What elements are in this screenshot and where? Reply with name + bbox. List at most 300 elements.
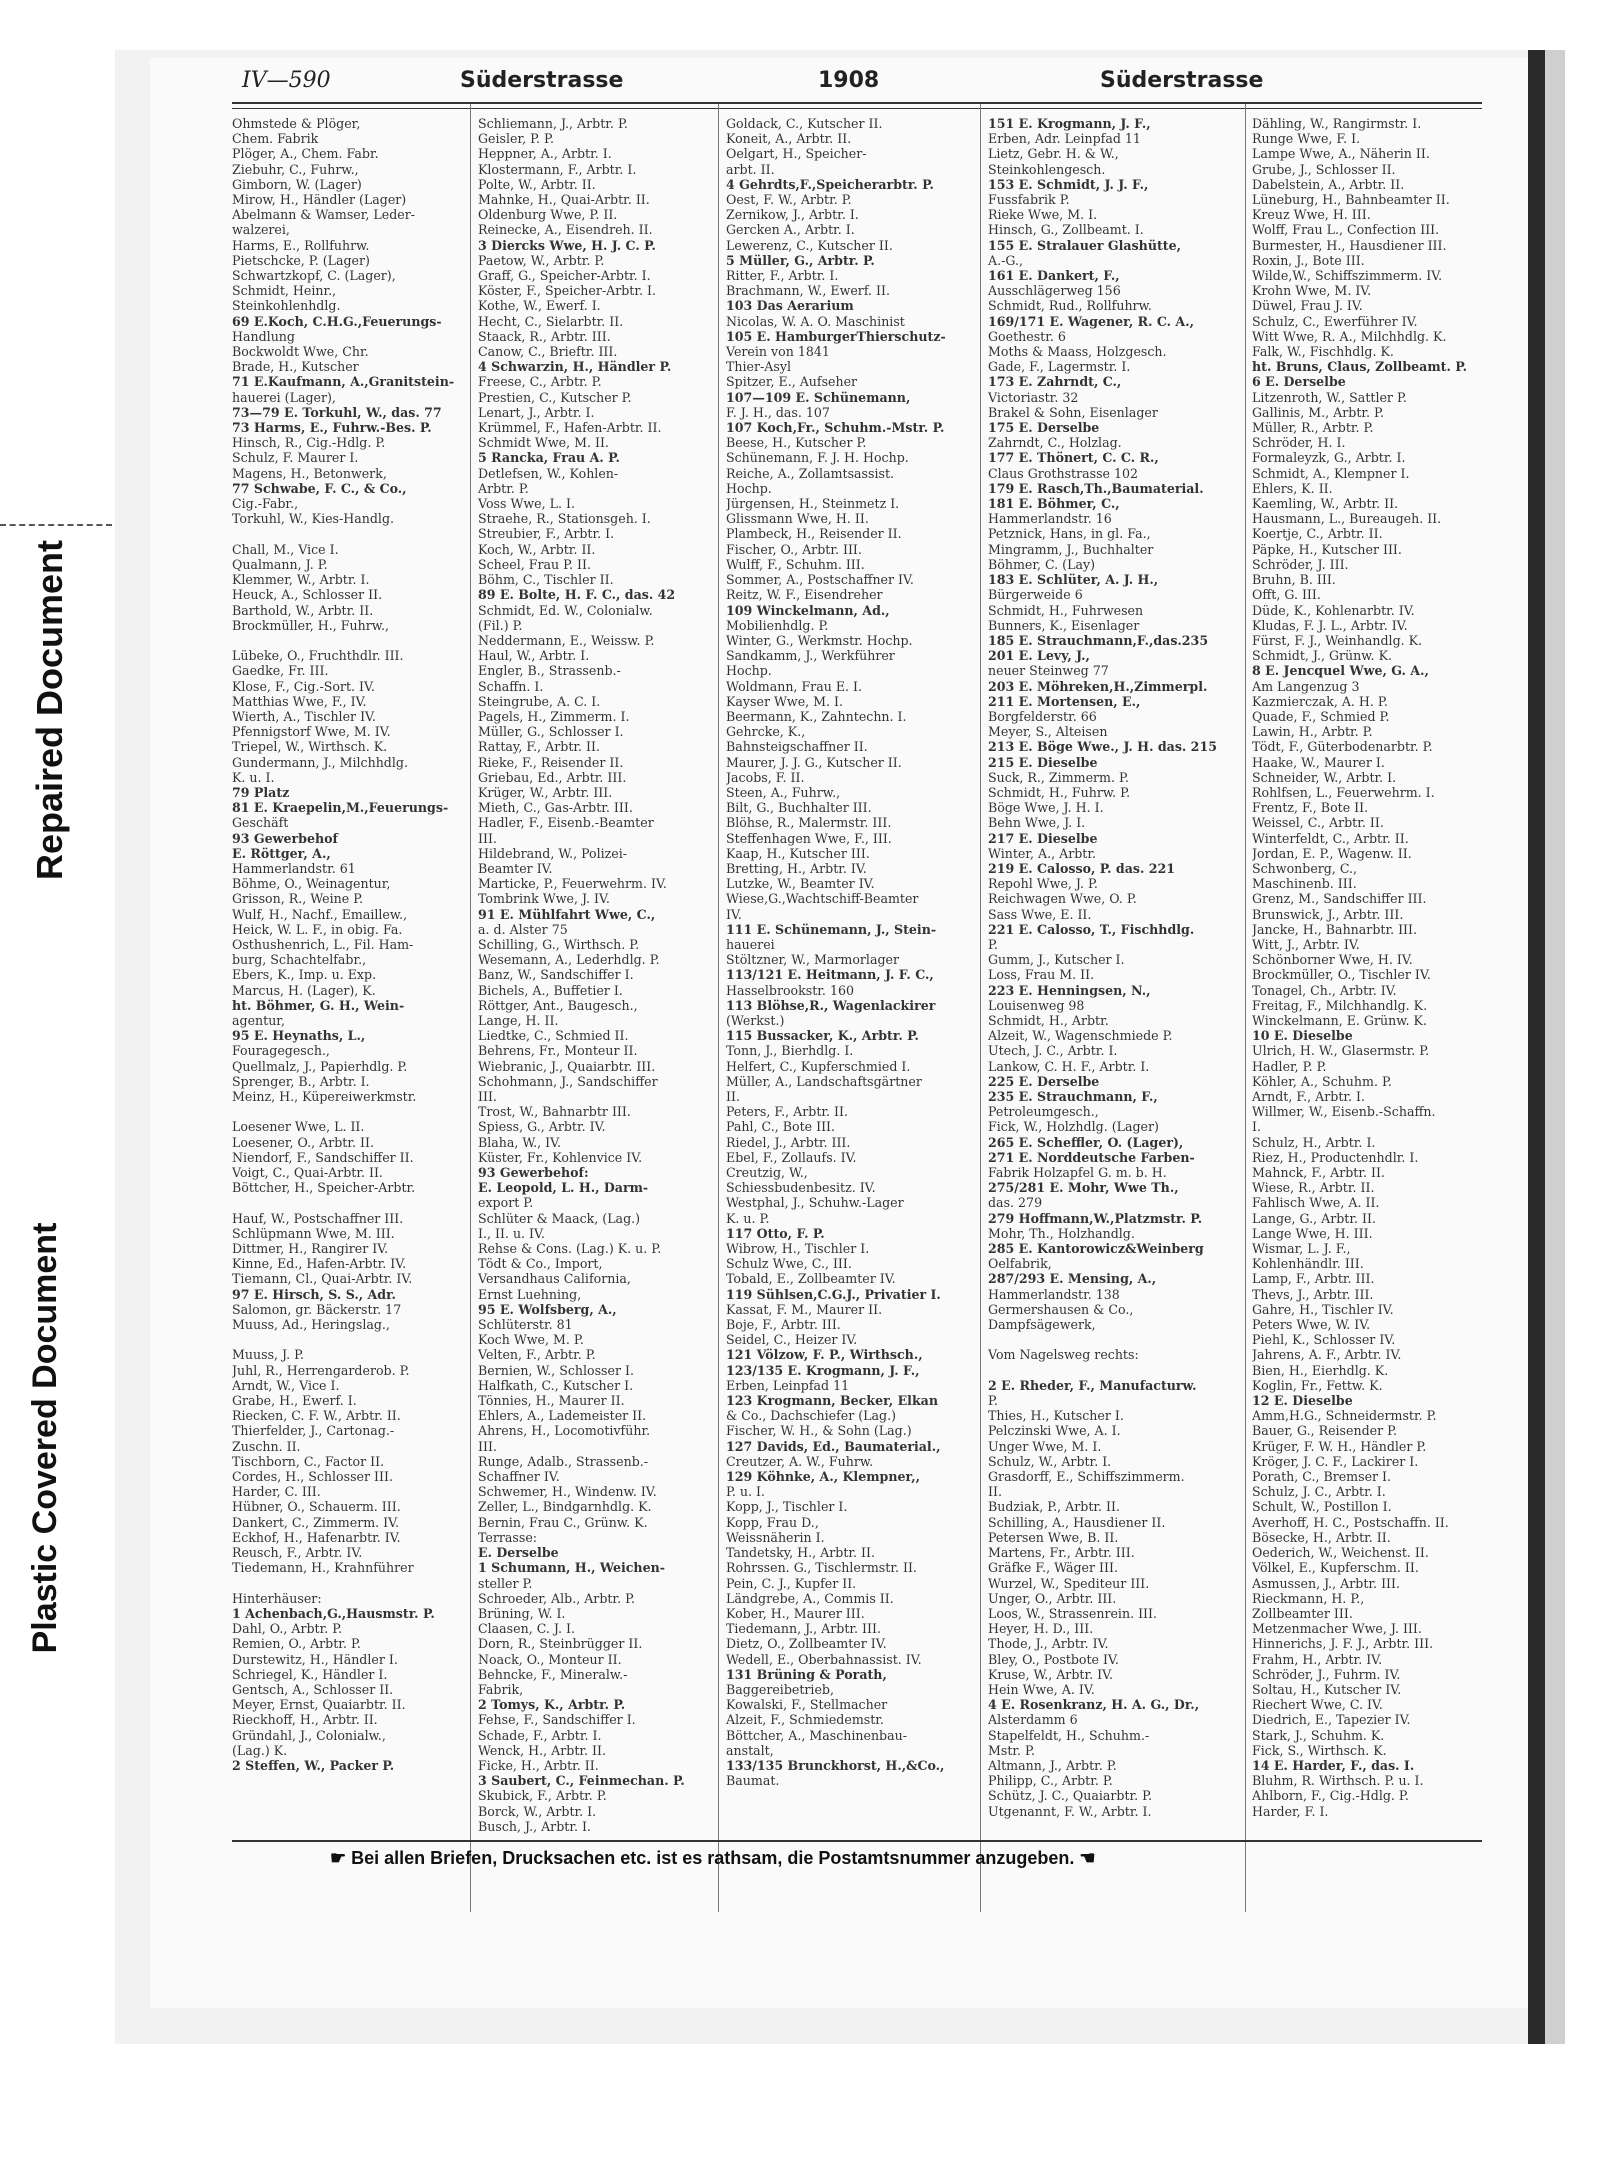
directory-entry: Behncke, F., Mineralw.- xyxy=(478,1666,628,1682)
directory-entry: 183 E. Schlüter, A. J. H., xyxy=(988,572,1159,588)
directory-entry: Am Langenzug 3 xyxy=(1252,678,1360,694)
directory-entry: Schlüpmann Wwe, M. III. xyxy=(232,1225,395,1241)
directory-entry: Banz, W., Sandschiffer I. xyxy=(478,967,634,983)
directory-entry: Kassat, F. M., Maurer II. xyxy=(726,1301,883,1317)
directory-entry: 73—79 E. Torkuhl, W., das. 77 xyxy=(232,404,442,420)
directory-entry: Koch Wwe, M. P. xyxy=(478,1332,584,1348)
directory-entry: Loos, W., Strassenrein. III. xyxy=(988,1605,1157,1621)
directory-entry: 179 E. Rasch,Th.,Baumaterial. xyxy=(988,480,1204,496)
directory-entry: Schlüterstr. 81 xyxy=(478,1317,573,1333)
directory-entry: 123 Krogmann, Becker, Elkan xyxy=(726,1393,939,1409)
directory-entry: Schröder, H. I. xyxy=(1252,435,1346,451)
directory-entry: Tiedemann, H., Krahnführer xyxy=(232,1560,414,1576)
directory-entry: Alsterdamm 6 xyxy=(988,1712,1078,1728)
directory-entry: Baumat. xyxy=(726,1773,780,1789)
directory-entry: Hochp. xyxy=(726,480,772,496)
directory-entry: Fick, W., Holzhdlg. (Lager) xyxy=(988,1119,1159,1135)
directory-entry: Jahrens, A. F., Arbtr. IV. xyxy=(1252,1347,1402,1363)
pointing-hand-icon: ☛ xyxy=(330,1848,352,1868)
directory-entry: Hecht, C., Sielarbtr. II. xyxy=(478,313,624,329)
directory-entry: Wiese, R., Arbtr. II. xyxy=(1252,1180,1375,1196)
directory-entry: Claasen, C. J. I. xyxy=(478,1621,575,1637)
directory-entry: Bluhm, R. Wirthsch. P. u. I. xyxy=(1252,1773,1424,1789)
directory-entry: Eckhof, H., Hafenarbtr. IV. xyxy=(232,1529,401,1545)
directory-entry: Grabe, H., Ewerf. I. xyxy=(232,1393,357,1409)
directory-entry xyxy=(988,1332,1228,1347)
directory-entry: Reusch, F., Arbtr. IV. xyxy=(232,1545,363,1561)
directory-entry: Steinkohlengesch. xyxy=(988,161,1106,177)
directory-entry: Stark, J., Schuhm. K. xyxy=(1252,1727,1385,1743)
directory-entry: 213 E. Böge Wwe., J. H. das. 215 xyxy=(988,739,1217,755)
directory-entry: Bunners, K., Eisenlager xyxy=(988,617,1140,633)
directory-entry: Oelfabrik, xyxy=(988,1256,1052,1272)
directory-entry: Geisler, P. P. xyxy=(478,131,554,147)
directory-entry: Müller, G., Schlosser I. xyxy=(478,724,624,740)
directory-entry: Polte, W., Arbtr. II. xyxy=(478,176,596,192)
directory-entry: Hinsch, G., Zollbeamt. I. xyxy=(988,222,1144,238)
directory-entry: Ebers, K., Imp. u. Exp. xyxy=(232,967,377,983)
directory-entry: Brade, H., Kutscher xyxy=(232,359,359,375)
directory-entry: Krüger, W., Arbtr. III. xyxy=(478,784,613,800)
directory-entry: Pelczinski Wwe, A. I. xyxy=(988,1423,1121,1439)
directory-entry: Roxin, J., Bote III. xyxy=(1252,252,1365,268)
directory-entry: Brachmann, W., Ewerf. II. xyxy=(726,283,890,299)
directory-entry: Schaffner IV. xyxy=(478,1469,560,1485)
directory-entry: Unger Wwe, M. I. xyxy=(988,1438,1102,1454)
directory-entry: Blaha, W., IV. xyxy=(478,1134,562,1150)
directory-entry: Hausmann, L., Bureaugeh. II. xyxy=(1252,511,1442,527)
directory-entry: Bockwoldt Wwe, Chr. xyxy=(232,344,369,360)
directory-entry: 10 E. Dieselbe xyxy=(1252,1028,1353,1044)
directory-entry: Petersen Wwe, B. II. xyxy=(988,1529,1119,1545)
directory-entry: Harder, C. III. xyxy=(232,1484,321,1500)
directory-entry: Petznick, Hans, in gl. Fa., xyxy=(988,526,1151,542)
directory-entry: 119 Sühlsen,C.G.J., Privatier I. xyxy=(726,1286,941,1302)
directory-entry: Wismar, L. J. F., xyxy=(1252,1241,1351,1257)
directory-entry: Ausschlägerweg 156 xyxy=(988,283,1121,299)
directory-entry: Thode, J., Arbtr. IV. xyxy=(988,1636,1109,1652)
directory-entry: Bösecke, H., Arbtr. II. xyxy=(1252,1529,1391,1545)
directory-entry: Hildebrand, W., Polizei- xyxy=(478,845,628,861)
directory-entry: Krümmel, F., Hafen-Arbtr. II. xyxy=(478,420,662,436)
directory-entry: Krüger, F. W. H., Händler P. xyxy=(1252,1438,1427,1454)
directory-entry: Fischer, W. H., & Sohn (Lag.) xyxy=(726,1423,912,1439)
directory-entry: Loesener Wwe, L. II. xyxy=(232,1119,365,1135)
directory-entry: Geschäft xyxy=(232,815,289,831)
directory-entry: Schlüter & Maack, (Lag.) xyxy=(478,1210,641,1226)
directory-entry: Koch, W., Arbtr. II. xyxy=(478,541,596,557)
directory-entry: Fouragegesch., xyxy=(232,1043,330,1059)
directory-entry: Scheel, Frau P. II. xyxy=(478,556,591,572)
directory-entry: Kazmierczak, A. H. P. xyxy=(1252,693,1388,709)
directory-entry: Schilling, G., Wirthsch. P. xyxy=(478,936,640,952)
directory-entry: 8 E. Jencquel Wwe, G. A., xyxy=(1252,663,1429,679)
directory-entry: Plambeck, H., Reisender II. xyxy=(726,526,902,542)
directory-entry: Kröger, J. C. F., Lackirer I. xyxy=(1252,1453,1419,1469)
directory-entry: agentur, xyxy=(232,1012,285,1028)
directory-entry: Philipp, C., Arbtr. P. xyxy=(988,1773,1113,1789)
directory-entry: Bürgerweide 6 xyxy=(988,587,1083,603)
directory-entry: Nicolas, W. A. O. Maschinist xyxy=(726,313,905,329)
directory-entry: Schroeder, Alb., Arbtr. P. xyxy=(478,1590,636,1606)
directory-entry: ht. Böhmer, G. H., Wein- xyxy=(232,997,405,1013)
directory-entry: Bilt, G., Buchhalter III. xyxy=(726,800,872,816)
directory-entry: 127 Davids, Ed., Baumaterial., xyxy=(726,1438,941,1454)
directory-entry: 271 E. Norddeutsche Farben- xyxy=(988,1149,1195,1165)
directory-entry: Gehrcke, K., xyxy=(726,724,806,740)
directory-entry: Thevs, J., Arbtr. III. xyxy=(1252,1286,1374,1302)
directory-entry: Frentz, F., Bote II. xyxy=(1252,800,1369,816)
directory-entry: Ritter, F., Arbtr. I. xyxy=(726,268,839,284)
directory-entry: Tiemann, Cl., Quai-Arbtr. IV. xyxy=(232,1271,413,1287)
directory-entry: Wibrow, H., Tischler I. xyxy=(726,1241,870,1257)
directory-entry: Prestien, C., Kutscher P. xyxy=(478,389,632,405)
directory-entry: Westphal, J., Schuhw.-Lager xyxy=(726,1195,904,1211)
directory-entry: Mingramm, J., Buchhalter xyxy=(988,541,1154,557)
directory-entry: Gimborn, W. (Lager) xyxy=(232,176,362,192)
directory-entry: 93 Gewerbehof: xyxy=(478,1165,589,1181)
repaired-document-label: Repaired Document xyxy=(29,539,70,881)
directory-entry: Lankow, C. H. F., Arbtr. I. xyxy=(988,1058,1150,1074)
directory-entry: Päpke, H., Kutscher III. xyxy=(1252,541,1402,557)
directory-entry: Quellmalz, J., Papierhdlg. P. xyxy=(232,1058,408,1074)
directory-entry: Schulz, H., Arbtr. I. xyxy=(1252,1134,1376,1150)
directory-entry: K. u. P. xyxy=(726,1210,770,1226)
header-year: 1908 xyxy=(818,68,880,93)
directory-entry: Rieckmann, H. P., xyxy=(1252,1590,1365,1606)
directory-entry: Schwartzkopf, C. (Lager), xyxy=(232,268,396,284)
directory-entry: 113 Blöhse,R., Wagenlackirer xyxy=(726,997,936,1013)
directory-entry: Gaedke, Fr. III. xyxy=(232,663,329,679)
directory-entry: Zahrndt, C., Holzlag. xyxy=(988,435,1122,451)
directory-entry: Schohmann, J., Sandschiffer xyxy=(478,1073,658,1089)
directory-entry: Altmann, J., Arbtr. P. xyxy=(988,1757,1117,1773)
directory-entry: 89 E. Bolte, H. F. C., das. 42 xyxy=(478,587,676,603)
directory-entry: Handlung xyxy=(232,328,295,344)
directory-entry: Schmidt, A., Klempner I. xyxy=(1252,465,1410,481)
footer-rule xyxy=(232,1840,1482,1842)
directory-entry: Willmer, W., Eisenb.-Schaffn. xyxy=(1252,1104,1436,1120)
directory-entry: Böhmer, C. (Lay) xyxy=(988,556,1095,572)
directory-entry: das. 279 xyxy=(988,1195,1043,1211)
header-rule-thin xyxy=(232,108,1482,109)
directory-entry: 93 Gewerbehof xyxy=(232,830,338,846)
directory-entry: Brockmüller, O., Tischler IV. xyxy=(1252,967,1431,983)
directory-entry: Tobald, E., Zollbeamter IV. xyxy=(726,1271,896,1287)
directory-entry: Bernin, Frau C., Grünw. K. xyxy=(478,1514,648,1530)
directory-entry: Stapelfeldt, H., Schuhm.- xyxy=(988,1727,1150,1743)
directory-entry xyxy=(988,1363,1228,1378)
directory-entry: Düde, K., Kohlenarbtr. IV. xyxy=(1252,602,1415,618)
directory-entry: Lange, H. II. xyxy=(478,1012,559,1028)
directory-entry: Bahnsteigschaffner II. xyxy=(726,739,868,755)
directory-entry: III. xyxy=(478,830,497,846)
directory-entry: Wiebranic, J., Quaiarbtr. III. xyxy=(478,1058,656,1074)
directory-entry: Jacobs, F. II. xyxy=(726,769,805,785)
directory-entry: Weissel, C., Arbtr. II. xyxy=(1252,815,1384,831)
directory-entry: export P. xyxy=(478,1195,534,1211)
directory-entry: 219 E. Calosso, P. das. 221 xyxy=(988,860,1176,876)
directory-entry: Heyer, H. D., III. xyxy=(988,1621,1094,1637)
directory-entry: Riedel, J., Arbtr. III. xyxy=(726,1134,851,1150)
directory-entry: Ebel, F., Zollaufs. IV. xyxy=(726,1149,857,1165)
column-divider xyxy=(1245,104,1246,1912)
header-rule xyxy=(232,102,1482,104)
directory-entry: 4 Schwarzin, H., Händler P. xyxy=(478,359,672,375)
directory-entry: Niendorf, F., Sandschiffer II. xyxy=(232,1149,414,1165)
directory-entry: Thies, H., Kutscher I. xyxy=(988,1408,1124,1424)
directory-entry: 221 E. Calosso, T., Fischhdlg. xyxy=(988,921,1195,937)
directory-entry: Schmidt, Ed. W., Colonialw. xyxy=(478,602,653,618)
directory-entry: Chem. Fabrik xyxy=(232,131,319,147)
directory-entry: Düwel, Frau J. IV. xyxy=(1252,298,1363,314)
directory-entry: Ahrens, H., Locomotivführ. xyxy=(478,1423,651,1439)
directory-entry: Arbtr. P. xyxy=(478,480,529,496)
directory-entry: (Werkst.) xyxy=(726,1012,785,1028)
directory-entry: Detlefsen, W., Kohlen- xyxy=(478,465,619,481)
directory-entry: Unger, O., Arbtr. III. xyxy=(988,1590,1117,1606)
directory-entry: Völkel, E., Kupferschm. II. xyxy=(1252,1560,1419,1576)
directory-entry: Böge Wwe, J. H. I. xyxy=(988,800,1104,816)
directory-entry: Schmidt, Rud., Rollfuhrw. xyxy=(988,298,1152,314)
directory-entry: Müller, A., Landschaftsgärtner xyxy=(726,1073,922,1089)
directory-entry: Victoriastr. 32 xyxy=(988,389,1079,405)
directory-entry: Cig.-Fabr., xyxy=(232,496,299,512)
directory-entry: Griebau, Ed., Arbtr. III. xyxy=(478,769,627,785)
directory-entry: Runge Wwe, F. I. xyxy=(1252,131,1361,147)
directory-entry: Mohr, Th., Holzhandlg. xyxy=(988,1225,1135,1241)
directory-entry: Schünemann, F. J. H. Hochp. xyxy=(726,450,909,466)
directory-entry: 153 E. Schmidt, J. J. F., xyxy=(988,176,1149,192)
directory-entry: Schaffn. I. xyxy=(478,678,544,694)
directory-entry: Gundermann, J., Milchhdlg. xyxy=(232,754,408,770)
directory-entry: Schriegel, K., Händler I. xyxy=(232,1666,388,1682)
directory-entry: Erben, Leinpfad 11 xyxy=(726,1377,850,1393)
pointing-hand-icon: ☚ xyxy=(1074,1848,1096,1868)
directory-entry: (Lag.) K. xyxy=(232,1742,288,1758)
directory-entry: Seidel, C., Heizer IV. xyxy=(726,1332,858,1348)
directory-entry: Plöger, A., Chem. Fabr. xyxy=(232,146,379,162)
directory-entry: Velten, F., Arbtr. P. xyxy=(478,1347,596,1363)
directory-entry: Voss Wwe, L. I. xyxy=(478,496,575,512)
directory-entry: 215 E. Dieselbe xyxy=(988,754,1098,770)
directory-entry: Fehse, F., Sandschiffer I. xyxy=(478,1712,636,1728)
directory-entry: Riecken, C. F. W., Arbtr. II. xyxy=(232,1408,401,1424)
directory-entry: Durstewitz, H., Händler I. xyxy=(232,1651,398,1667)
directory-entry: Lamp, F., Arbtr. III. xyxy=(1252,1271,1375,1287)
directory-entry xyxy=(232,633,472,648)
directory-entry: Ehlers, A., Lademeister II. xyxy=(478,1408,647,1424)
directory-entry: Voigt, C., Quai-Arbtr. II. xyxy=(232,1165,383,1181)
directory-entry: Kowalski, F., Stellmacher xyxy=(726,1697,888,1713)
directory-entry: Beese, H., Kutscher P. xyxy=(726,435,867,451)
directory-entry: Schilling, A., Hausdiener II. xyxy=(988,1514,1166,1530)
directory-entry: Bichels, A., Buffetier I. xyxy=(478,982,623,998)
directory-entry: Soltau, H., Kutscher IV. xyxy=(1252,1681,1402,1697)
directory-entry: 91 E. Mühlfahrt Wwe, C., xyxy=(478,906,656,922)
directory-entry: Zeller, L., Bindgarnhdlg. K. xyxy=(478,1499,652,1515)
directory-entry: Schmidt, J., Grünw. K. xyxy=(1252,648,1392,664)
directory-entry: Frahm, H., Arbtr. IV. xyxy=(1252,1651,1383,1667)
directory-entry: 181 E. Böhmer, C., xyxy=(988,496,1120,512)
directory-entry: Stöltzner, W., Marmorlager xyxy=(726,952,899,968)
directory-entry: P. xyxy=(988,936,998,952)
directory-entry: Schulz, C., Ewerführer IV. xyxy=(1252,313,1418,329)
directory-entry: Schiessbudenbesitz. IV. xyxy=(726,1180,876,1196)
directory-entry: Hadler, F., Eisenb.-Beamter xyxy=(478,815,654,831)
directory-entry: Oederich, W., Weichenst. II. xyxy=(1252,1545,1429,1561)
directory-entry: Budziak, P., Arbtr. II. xyxy=(988,1499,1120,1515)
directory-entry: Louisenweg 98 xyxy=(988,997,1085,1013)
directory-entry: Steinkohlenhdlg. xyxy=(232,298,341,314)
directory-entry: Grube, J., Schlosser II. xyxy=(1252,161,1396,177)
directory-entry: Riechert Wwe, C. IV. xyxy=(1252,1697,1383,1713)
directory-entry: Trost, W., Bahnarbtr III. xyxy=(478,1104,631,1120)
directory-entry: Bauer, G., Reisender P. xyxy=(1252,1423,1398,1439)
directory-entry: Fabrik Holzapfel G. m. b. H. xyxy=(988,1165,1167,1181)
directory-entry: Fischer, O., Arbtr. III. xyxy=(726,541,862,557)
directory-entry: Maurer, J. J. G., Kutscher II. xyxy=(726,754,902,770)
directory-entry: Liedtke, C., Schmied II. xyxy=(478,1028,629,1044)
directory-entry: Haul, W., Arbtr. I. xyxy=(478,648,590,664)
directory-entry: Diedrich, E., Tapezier IV. xyxy=(1252,1712,1411,1728)
directory-entry: Wenck, H., Arbtr. II. xyxy=(478,1742,606,1758)
directory-entry: 107—109 E. Schünemann, xyxy=(726,389,911,405)
directory-entry: 109 Winckelmann, Ad., xyxy=(726,602,890,618)
directory-entry: Marcus, H. (Lager), K. xyxy=(232,982,376,998)
directory-entry: 69 E.Koch, C.H.G.,Feuerungs- xyxy=(232,313,442,329)
directory-entry: Claus Grothstrasse 102 xyxy=(988,465,1139,481)
directory-entry: IV. xyxy=(726,906,742,922)
directory-entry: (Fil.) P. xyxy=(478,617,523,633)
directory-entry: Ohmstede & Plöger, xyxy=(232,116,361,131)
left-margin xyxy=(0,0,115,2177)
directory-entry: Kothe, W., Ewerf. I. xyxy=(478,298,601,314)
directory-entry: Alzeit, W., Wagenschmiede P. xyxy=(988,1028,1173,1044)
directory-entry: 117 Otto, F. P. xyxy=(726,1225,825,1241)
directory-entry: Gentsch, A., Schlosser II. xyxy=(232,1681,394,1697)
directory-entry: Hübner, O., Schauerm. III. xyxy=(232,1499,401,1515)
directory-entry: Hammerlandstr. 138 xyxy=(988,1286,1120,1302)
directory-entry: Pfennigstorf Wwe, M. IV. xyxy=(232,724,391,740)
directory-entry: Arndt, W., Vice I. xyxy=(232,1377,340,1393)
directory-entry: Ziebuhr, C., Fuhrw., xyxy=(232,161,359,177)
directory-entry: Lange Wwe, H. III. xyxy=(1252,1225,1373,1241)
directory-entry: 77 Schwabe, F. C., & Co., xyxy=(232,480,407,496)
directory-entry: Noack, O., Monteur II. xyxy=(478,1651,622,1667)
directory-entry: 103 Das Aerarium xyxy=(726,298,854,314)
directory-entry: E. Derselbe xyxy=(478,1545,559,1561)
directory-entry: Boje, F., Arbtr. III. xyxy=(726,1317,841,1333)
directory-entry: Wulff, F., Schuhm. III. xyxy=(726,556,865,572)
directory-entry: F. J. H., das. 107 xyxy=(726,404,830,420)
cut-line xyxy=(0,524,112,526)
directory-entry: 73 Harms, E., Fuhrw.-Bes. P. xyxy=(232,420,432,436)
directory-entry: Lüneburg, H., Bahnbeamter II. xyxy=(1252,192,1450,208)
directory-column-3 xyxy=(726,116,966,1788)
directory-entry: Oest, F. W., Arbtr. P. xyxy=(726,192,852,208)
directory-entry: Fick, S., Wirthsch. K. xyxy=(1252,1742,1387,1758)
directory-entry: Litzenroth, W., Sattler P. xyxy=(1252,389,1407,405)
directory-entry: Ernst Luehning, xyxy=(478,1286,582,1302)
directory-entry: Matthias Wwe, F., IV. xyxy=(232,693,367,709)
directory-entry: 1 Schumann, H., Weichen- xyxy=(478,1560,665,1576)
directory-entry: Schröder, J. III. xyxy=(1252,556,1349,572)
directory-entry: Offt, G. III. xyxy=(1252,587,1321,603)
directory-entry: Schulz Wwe, C., III. xyxy=(726,1256,852,1272)
directory-entry: Goldack, C., Kutscher II. xyxy=(726,116,883,131)
directory-entry: Hinsch, R., Cig.-Hdlg. P. xyxy=(232,435,386,451)
directory-entry: Borck, W., Arbtr. I. xyxy=(478,1803,597,1819)
directory-entry: Schwonberg, C., xyxy=(1252,860,1358,876)
directory-entry: Loesener, O., Arbtr. II. xyxy=(232,1134,374,1150)
directory-entry: Wilde,W., Schiffszimmerm. IV. xyxy=(1252,268,1443,284)
directory-entry: Hinterhäuser: xyxy=(232,1590,322,1606)
directory-entry: I., II. u. IV. xyxy=(478,1225,545,1241)
directory-entry: Thier-Asyl xyxy=(726,359,791,375)
directory-entry: Fürst, F. J., Weinhandlg. K. xyxy=(1252,632,1423,648)
directory-entry: Staack, R., Arbtr. III. xyxy=(478,328,611,344)
directory-entry: Hammerlandstr. 61 xyxy=(232,860,356,876)
directory-entry: Ahlborn, F., Cig.-Hdlg. P. xyxy=(1252,1788,1409,1804)
directory-entry: 3 Diercks Wwe, H. J. C. P. xyxy=(478,237,656,253)
directory-entry: 2 Tomys, K., Arbtr. P. xyxy=(478,1697,626,1713)
directory-entry: Meyer, S., Alteisen xyxy=(988,724,1108,740)
directory-entry: Creutzig, W., xyxy=(726,1165,808,1181)
directory-entry: Koertje, C., Arbtr. II. xyxy=(1252,526,1383,542)
directory-entry: Mahnke, H., Quai-Arbtr. II. xyxy=(478,192,650,208)
directory-entry: 151 E. Krogmann, J. F., xyxy=(988,116,1151,131)
directory-entry: Muuss, Ad., Heringslag., xyxy=(232,1317,390,1333)
directory-entry: Lange, G., Arbtr. II. xyxy=(1252,1210,1376,1226)
directory-entry: 279 Hoffmann,W.,Platzmstr. P. xyxy=(988,1210,1203,1226)
directory-entry: Grasdorff, E., Schiffszimmerm. xyxy=(988,1469,1185,1485)
directory-entry: Reichwagen Wwe, O. P. xyxy=(988,891,1137,907)
directory-entry: Meinz, H., Küpereiwerkmstr. xyxy=(232,1089,417,1104)
directory-entry: Schmidt, H., Arbtr. xyxy=(988,1012,1109,1028)
directory-entry: Gahre, H., Tischler IV. xyxy=(1252,1301,1394,1317)
directory-entry: Heuck, A., Schlosser II. xyxy=(232,587,383,603)
directory-entry: Gercken A., Arbtr. I. xyxy=(726,222,855,238)
directory-entry: Winterfeldt, C., Arbtr. II. xyxy=(1252,830,1409,846)
directory-entry: 133/135 Brunckhorst, H.,&Co., xyxy=(726,1757,945,1773)
directory-entry: 185 E. Strauchmann,F.,das.235 xyxy=(988,632,1209,648)
directory-entry: 81 E. Kraepelin,M.,Feuerungs- xyxy=(232,800,449,816)
directory-entry: 4 Gehrdts,F.,Speicherarbtr. P. xyxy=(726,176,934,192)
directory-entry: Zernikow, J., Arbtr. I. xyxy=(726,207,859,223)
column-divider xyxy=(980,104,981,1912)
directory-entry: 131 Brüning & Porath, xyxy=(726,1666,887,1682)
directory-entry: Schulz, F. Maurer I. xyxy=(232,450,359,466)
directory-entry: Bien, H., Eierhdlg. K. xyxy=(1252,1362,1389,1378)
directory-entry: Creutzer, A. W., Fuhrw. xyxy=(726,1453,874,1469)
directory-entry: Tandetsky, H., Arbtr. II. xyxy=(726,1545,875,1561)
directory-entry: Tiedemann, J., Arbtr. III. xyxy=(726,1621,881,1637)
directory-entry: Utech, J. C., Arbtr. I. xyxy=(988,1043,1118,1059)
directory-entry: Loss, Frau M. II. xyxy=(988,967,1095,983)
directory-entry: Dittmer, H., Rangirer IV. xyxy=(232,1241,389,1257)
directory-entry: Rohlfsen, L., Feuerwehrm. I. xyxy=(1252,784,1435,800)
directory-entry: Osthushenrich, L., Fil. Ham- xyxy=(232,936,414,952)
directory-entry: Erben, Adr. Leinpfad 11 xyxy=(988,131,1141,147)
directory-entry: 71 E.Kaufmann, A.,Granitstein- xyxy=(232,374,455,390)
directory-entry: Sandkamm, J., Werkführer xyxy=(726,648,895,664)
directory-entry: Böhme, O., Weinagentur, xyxy=(232,876,391,892)
directory-entry: Piehl, K., Schlosser IV. xyxy=(1252,1332,1396,1348)
directory-entry: Moths & Maass, Holzgesch. xyxy=(988,344,1167,360)
directory-entry xyxy=(232,526,472,541)
directory-entry: Klemmer, W., Arbtr. I. xyxy=(232,572,370,588)
